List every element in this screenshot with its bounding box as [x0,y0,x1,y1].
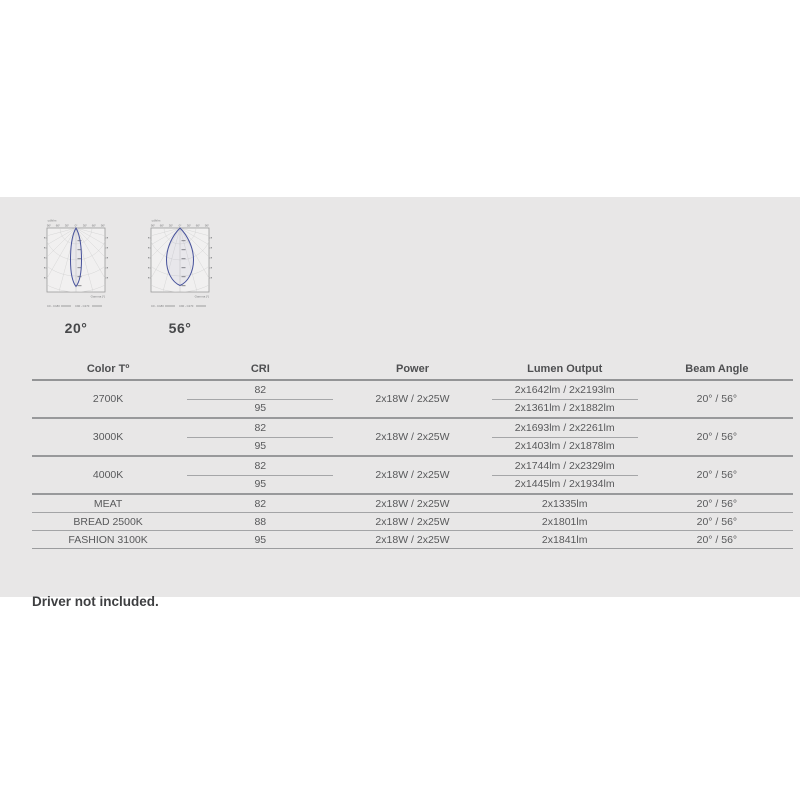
cri-cell [184,419,336,455]
lumen-value: 2x1693lm / 2x2261lm [514,422,615,434]
header-beam-angle: Beam Angle [685,362,749,375]
beam-angle-cell: 20° / 56° [696,431,738,443]
lumen-cell: 2x1801lm [541,515,588,528]
cri-cell [184,381,336,417]
curve-legend [47,304,102,308]
beam-angle-cell: 20° / 56° [696,515,738,528]
svg-text:90°: 90° [204,223,210,228]
color-temp-cell: BREAD 2500K [73,515,143,528]
top-angle-labels [151,224,210,228]
power-cell: 2x18W / 2x25W [375,469,450,481]
cri-value: 95 [254,440,267,452]
photometric-diagram-wide [148,216,212,336]
svg-text:60°: 60° [55,223,61,228]
svg-text:60°: 60° [195,223,201,228]
svg-text:30°: 30° [82,223,88,228]
svg-text:0°: 0° [178,223,182,228]
color-temp-cell: 2700K [92,393,124,405]
color-temp-cell: MEAT [93,497,123,510]
svg-text:C0 - C180: C0 - C180 [47,304,60,308]
lumen-value: 2x1642lm / 2x2193lm [514,384,615,396]
table-row-meat [32,495,793,513]
beam-angle-caption: 56° [168,320,192,336]
table-row-4000k [32,457,793,495]
beam-angle-cell: 20° / 56° [696,469,738,481]
cell-divider [492,399,638,400]
cell-divider [492,437,638,438]
header-power: Power [395,362,429,375]
beam-angle-cell: 20° / 56° [696,497,738,510]
svg-text:30°: 30° [64,223,70,228]
table-row-fashion [32,531,793,549]
power-cell: 2x18W / 2x25W [375,533,450,546]
unit-label: cd/klm [151,218,161,223]
color-temp-cell: FASHION 3100K [68,533,148,546]
beam-angle-cell: 20° / 56° [696,533,738,546]
table-row-bread [32,513,793,531]
cri-cell: 95 [254,533,267,546]
svg-text:90°: 90° [100,223,106,228]
svg-text:90°: 90° [46,223,52,228]
photometric-diagram-narrow [44,216,108,336]
unit-label: cd/klm [47,218,57,223]
svg-text:30°: 30° [168,223,174,228]
lumen-cell: 2x1841lm [541,533,588,546]
cri-value: 82 [254,384,267,396]
header-lumen-output: Lumen Output [527,362,603,375]
power-cell: 2x18W / 2x25W [375,497,450,510]
svg-text:C90 - C270: C90 - C270 [179,304,194,308]
cri-value: 82 [254,460,267,472]
lumen-cell: 2x1335lm [541,497,588,510]
polar-curve-icon [44,216,108,312]
header-color-temp: Color Tº [86,362,130,375]
table-row-2700k [32,381,793,419]
beam-angle-caption: 20° [64,320,88,336]
top-angle-labels [47,224,106,228]
svg-text:0°: 0° [74,223,78,228]
header-cri: CRI [250,362,270,375]
gamma-axis-label: Gamma [°] [90,294,105,299]
table-row-3000k [32,419,793,457]
lumen-cell [489,457,641,493]
lumen-value: 2x1744lm / 2x2329lm [514,460,615,472]
cri-cell [184,457,336,493]
svg-text:60°: 60° [159,223,165,228]
color-temp-cell: 3000K [92,431,124,443]
driver-note: Driver not included. [32,593,159,609]
cell-divider [187,437,333,438]
cri-value: 82 [254,422,267,434]
table-header-row [32,358,793,381]
svg-text:C90 - C270: C90 - C270 [75,304,90,308]
gamma-axis-label: Gamma [°] [194,294,209,299]
curve-legend [151,304,206,308]
cri-value: 95 [254,402,267,414]
cri-value: 95 [254,478,267,490]
spec-table [32,358,793,549]
power-cell: 2x18W / 2x25W [375,431,450,443]
svg-text:C0 - C180: C0 - C180 [151,304,164,308]
cri-cell: 88 [254,515,267,528]
photometric-diagrams [44,216,212,336]
cell-divider [187,475,333,476]
svg-text:90°: 90° [150,223,156,228]
lumen-cell [489,419,641,455]
color-temp-cell: 4000K [92,469,124,481]
lumen-cell [489,381,641,417]
power-cell: 2x18W / 2x25W [375,393,450,405]
spec-sheet-section [0,197,800,609]
lumen-value: 2x1361lm / 2x1882lm [514,402,615,414]
lumen-value: 2x1403lm / 2x1878lm [514,440,615,452]
cell-divider [492,475,638,476]
svg-text:60°: 60° [91,223,97,228]
lumen-value: 2x1445lm / 2x1934lm [514,478,615,490]
power-cell: 2x18W / 2x25W [375,515,450,528]
svg-text:30°: 30° [186,223,192,228]
beam-angle-cell: 20° / 56° [696,393,738,405]
polar-curve-icon [148,216,212,312]
cri-cell: 82 [254,497,267,510]
cell-divider [187,399,333,400]
